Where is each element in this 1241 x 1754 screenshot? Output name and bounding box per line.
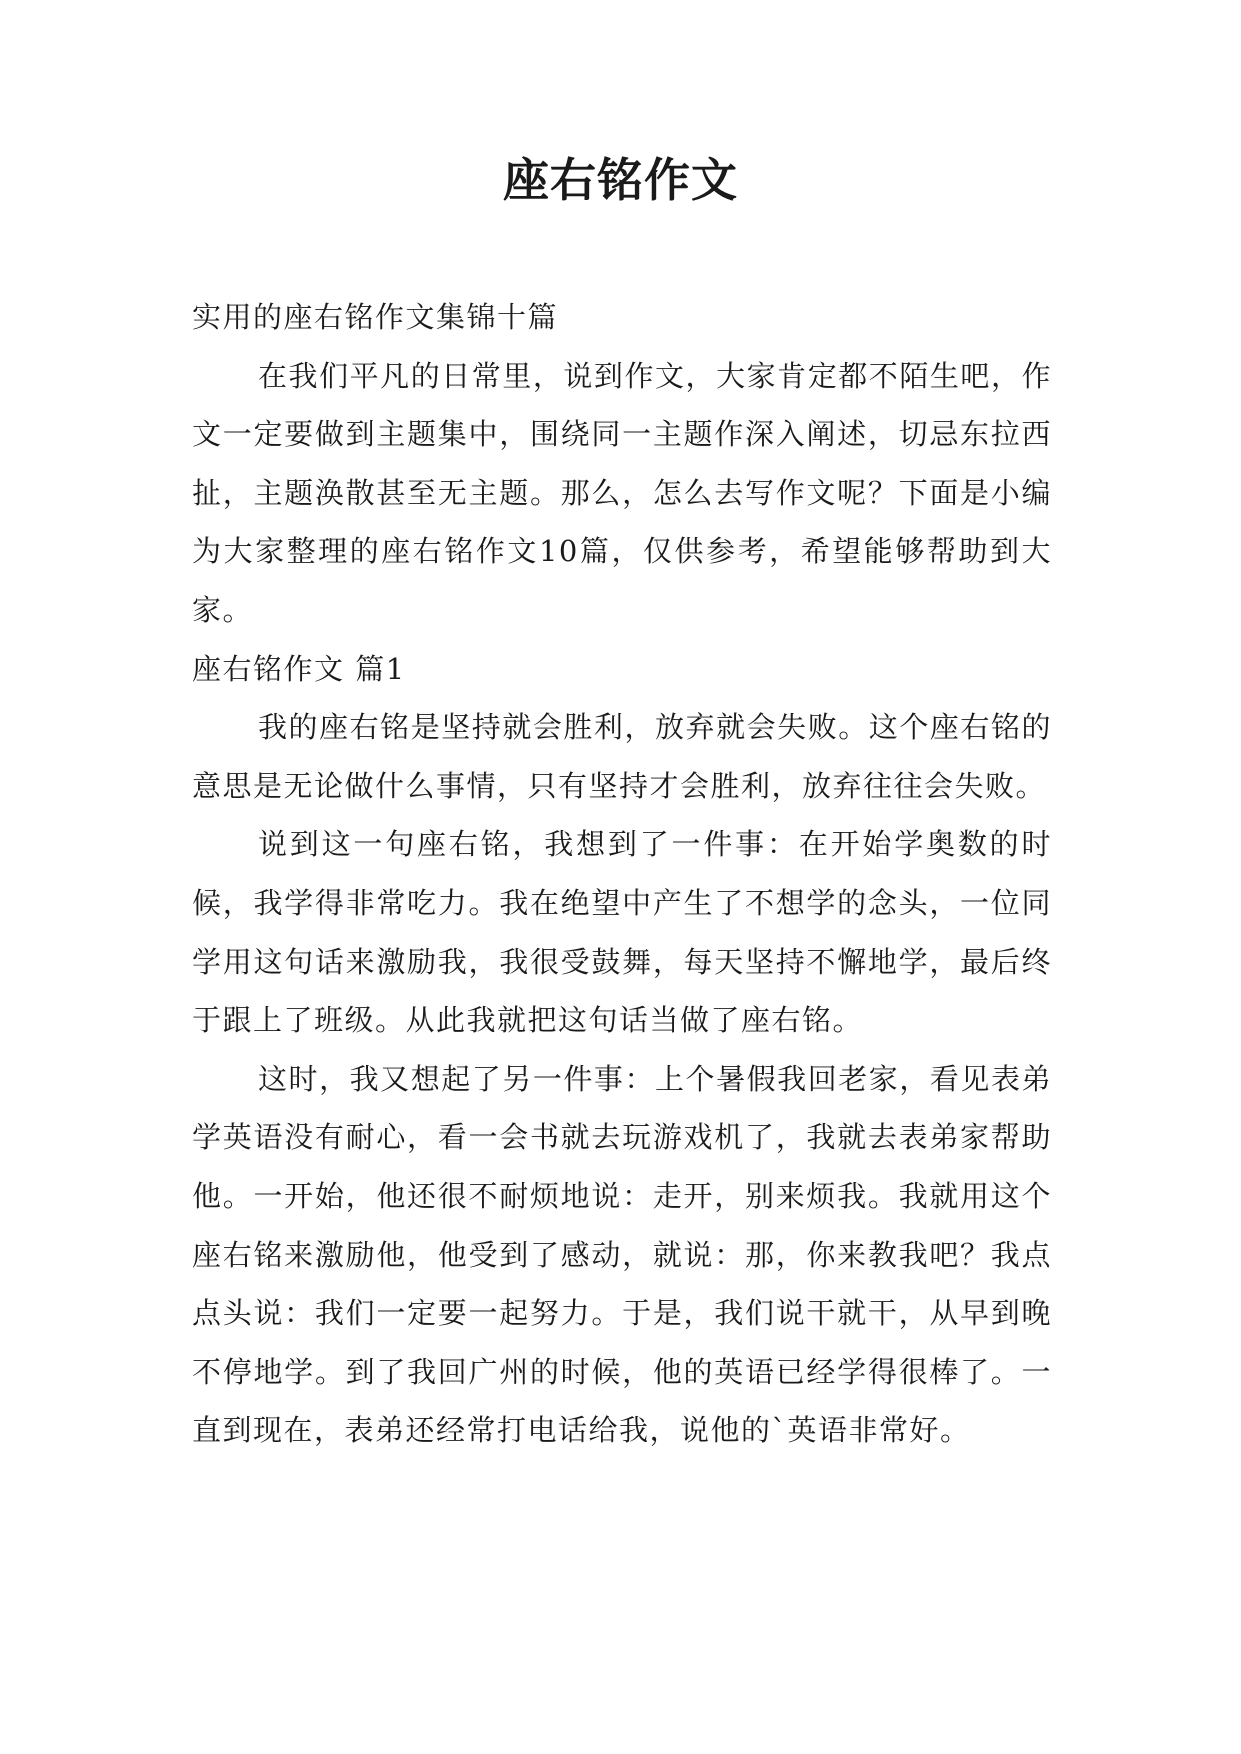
document-body	[192, 288, 1052, 1460]
intro-paragraph: 在我们平凡的日常里，说到作文，大家肯定都不陌生吧，作文一定要做到主题集中，围绕同一主题作深入阐述，切忌东拉西扯，主题涣散甚至无主题。那么，怎么去写作文呢？下面是小编为大家整理的座右铭作文10篇，仅供参考，希望能够帮助到大家。	[192, 358, 1052, 627]
body-paragraph: 我的座右铭是坚持就会胜利，放弃就会失败。这个座右铭的意思是无论做什么事情，只有坚持才会胜利，放弃往往会失败。	[192, 710, 1052, 803]
body-paragraph: 说到这一句座右铭，我想到了一件事：在开始学奥数的时候，我学得非常吃力。我在绝望中产生了不想学的念头，一位同学用这句话来激励我，我很受鼓舞，每天坚持不懈地学，最后终于跟上了班级。从此我就把这句话当做了座右铭。	[192, 827, 1052, 1038]
document-title: 座右铭作文	[503, 153, 738, 207]
body-paragraph: 这时，我又想起了另一件事：上个暑假我回老家，看见表弟学英语没有耐心，看一会书就去玩游戏机了，我就去表弟家帮助他。一开始，他还很不耐烦地说：走开，别来烦我。我就用这个座右铭来激励他，他受到了感动，就说：那，你来教我吧？我点点头说：我们一定要一起努力。于是，我们说干就干，从早到晚不停地学。到了我回广州的时候，他的英语已经学得很棒了。一直到现在，表弟还经常打电话给我，说他的`英语非常好。	[192, 1061, 1052, 1448]
document-subtitle: 实用的座右铭作文集锦十篇	[192, 300, 559, 334]
section-heading: 座右铭作文 篇1	[192, 651, 406, 686]
